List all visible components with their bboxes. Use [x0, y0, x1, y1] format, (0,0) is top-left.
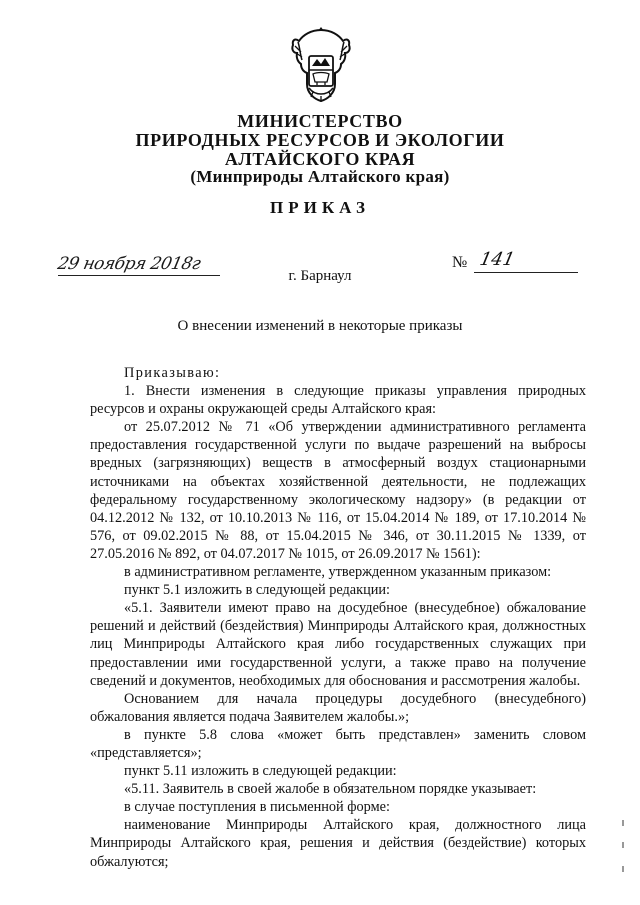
- order-directive: Приказываю:: [124, 365, 221, 381]
- paragraph-11: наименование Минприроды Алтайского края, должностного лица Минприроды Алтайского края, решения и действия (бездействие) которых обжалуются;: [90, 817, 586, 870]
- scan-edge-mark: [622, 866, 624, 872]
- paragraph-10: в случае поступления в письменной форме:: [124, 799, 390, 816]
- paragraph-3: в административном регламенте, утвержденном указанным приказом:: [124, 564, 552, 581]
- paragraph-4: пункт 5.1 изложить в следующей редакции:: [124, 582, 391, 599]
- city-name: г. Барнаул: [288, 268, 352, 284]
- org-name-line-1: МИНИСТЕРСТВО: [237, 111, 403, 131]
- paragraph-8: пункт 5.11 изложить в следующей редакции:: [124, 763, 397, 780]
- handwritten-number: 141: [477, 249, 517, 270]
- paragraph-7: в пункте 5.8 слова «может быть представлен» заменить словом «представляется»;: [90, 726, 586, 761]
- order-body: [90, 364, 586, 871]
- order-subject: О внесении изменений в некоторые приказы: [177, 318, 463, 334]
- org-short-name: (Минприроды Алтайского края): [190, 167, 450, 186]
- paragraph-1: 1. Внести изменения в следующие приказы управления природных ресурсов и охраны окружающей среды Алтайского края:: [90, 383, 586, 418]
- org-name-line-2: ПРИРОДНЫХ РЕСУРСОВ И ЭКОЛОГИИ: [135, 130, 505, 150]
- paragraph-6: Основанием для начала процедуры досудебного (внесудебного) обжалования является подача Заявителем жалобы.»;: [90, 690, 586, 725]
- coat-of-arms-emblem: [289, 26, 353, 104]
- paragraph-2: от 25.07.2012 № 71 «Об утверждении административного регламента предоставления государственной услуги по выдаче разрешений на выбросы вредных (загрязняющих) веществ в атмосферный воздух стационарными источниками на объектах хозяйственной деятельности, не подлежащих федеральному государственному экологическому надзору» (в редакции от 04.12.2012 № 132, от 10.10.2013 № 116, от 15.04.2014 № 189, от 17.10.2014 № 576, от 09.02.2015 № 88, от 15.04.2015 № 346, от 30.11.2015 № 1339, от 27.05.2016 № 892, от 04.07.2017 № 1015, от 26.09.2017 № 1561):: [90, 419, 586, 562]
- paragraph-9: «5.11. Заявитель в своей жалобе в обязательном порядке указывает:: [124, 781, 537, 798]
- org-name-line-3: АЛТАЙСКОГО КРАЯ: [224, 149, 416, 169]
- paragraph-5: «5.1. Заявители имеют право на досудебное (внесудебное) обжалование решений и действий (бездействия) Минприроды Алтайского края, должностных лиц Минприроды Алтайского края либо государственных служащих при предоставлении ими государственной услуги, а также право на получение сведений и документов, необходимых для обоснования и рассмотрения жалобы.: [90, 600, 586, 689]
- document-type: ПРИКАЗ: [270, 198, 370, 217]
- scan-edge-mark: [622, 842, 624, 848]
- scan-edge-mark: [622, 820, 624, 826]
- number-label: №: [452, 254, 468, 271]
- handwritten-date: 29 ноября 2018г: [55, 254, 203, 274]
